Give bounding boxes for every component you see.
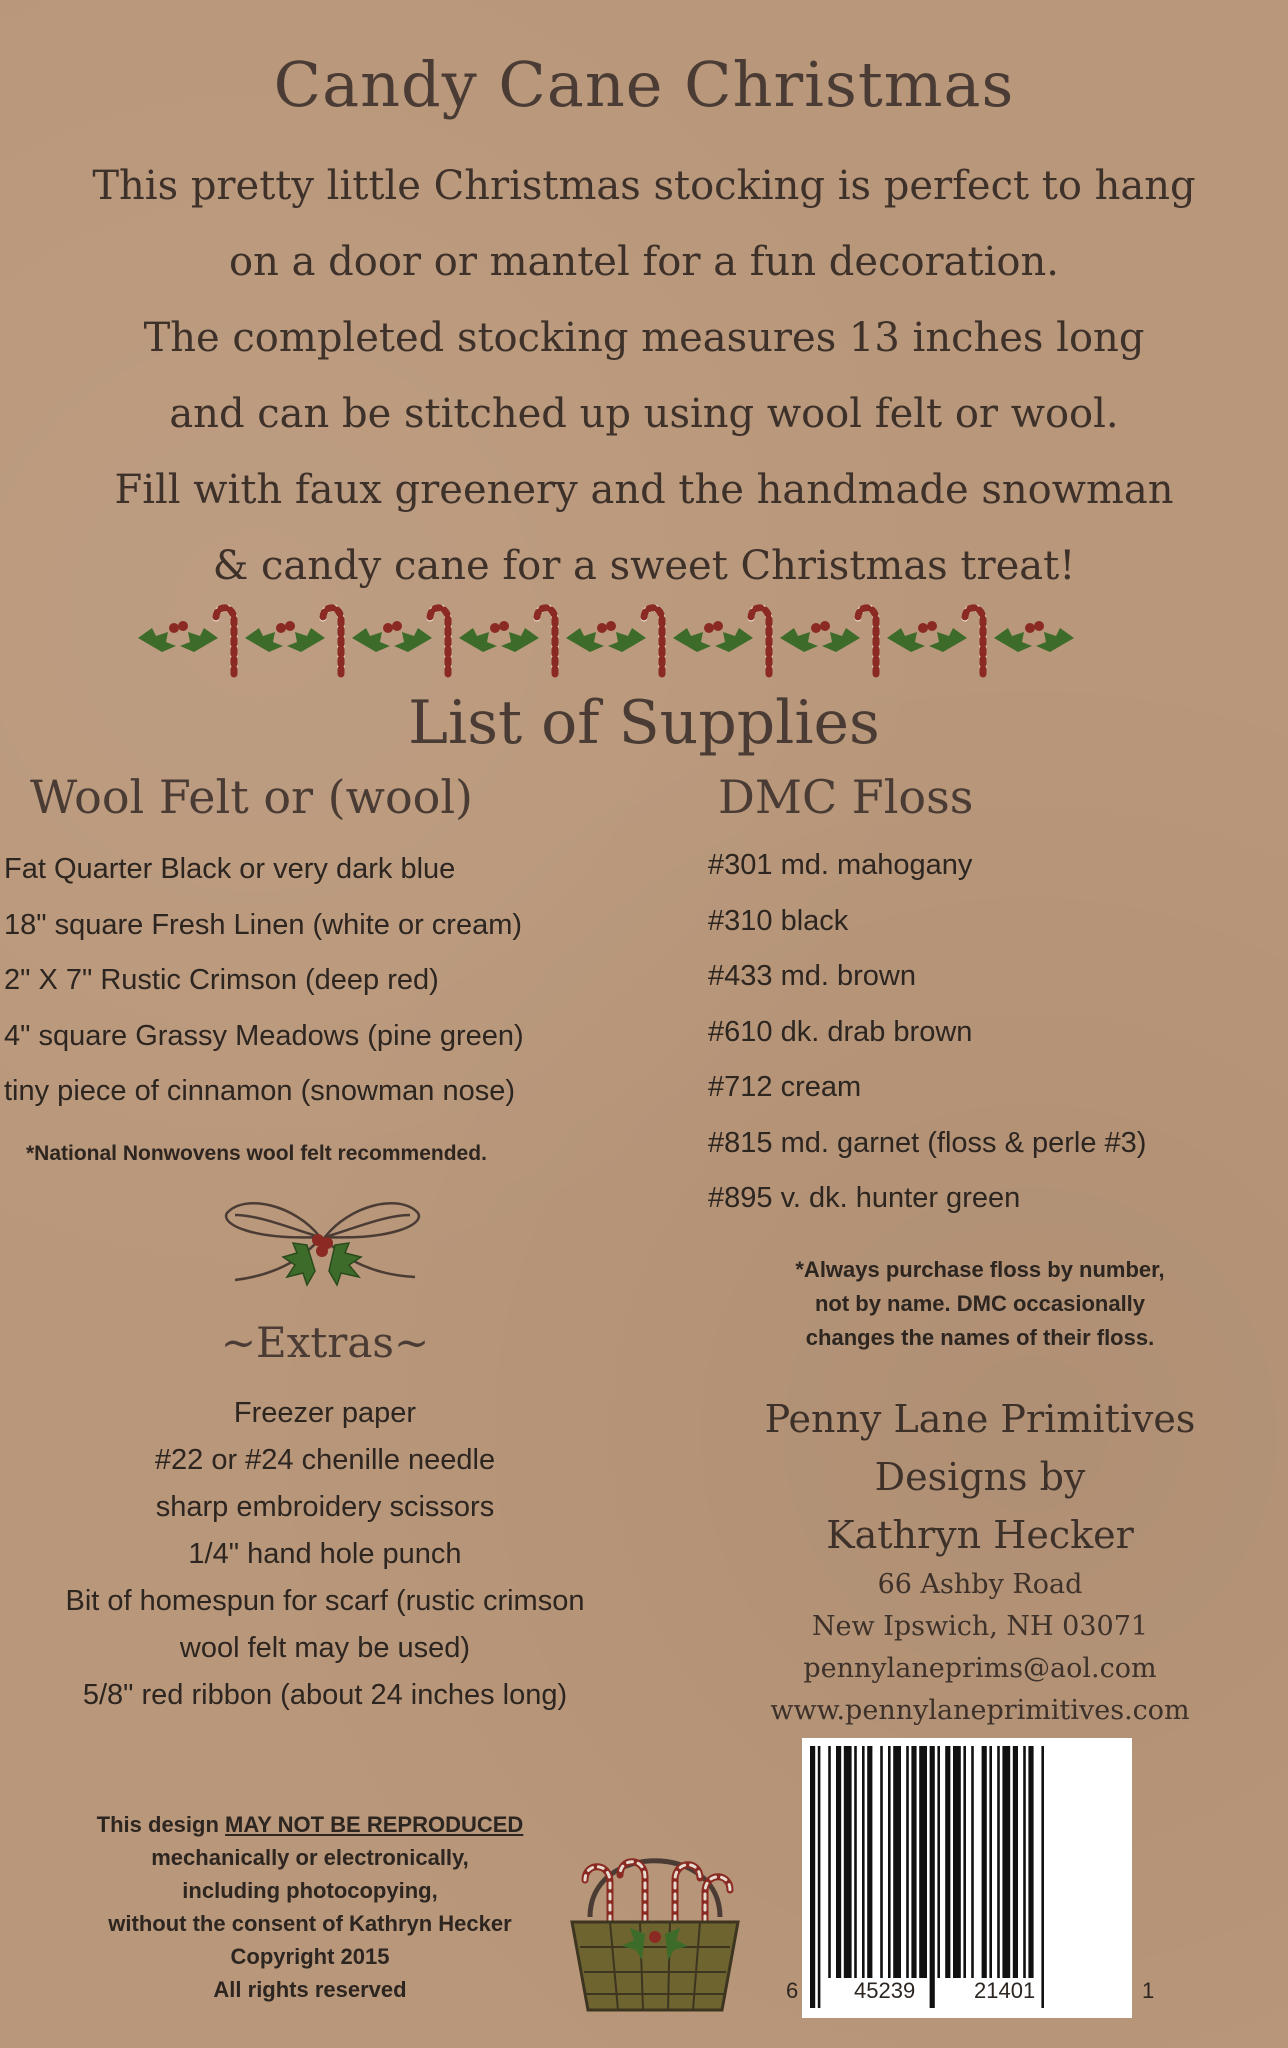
list-item: #895 v. dk. hunter green	[708, 1182, 1021, 1214]
bow-holly-icon	[215, 1185, 430, 1305]
barcode-bar	[963, 1746, 966, 1978]
holly-sprig-icon	[887, 621, 967, 652]
intro-line: Fill with faux greenery and the handmade snowman	[114, 467, 1174, 513]
email-link[interactable]: pennylaneprims@aol.com	[803, 1653, 1157, 1684]
designer-credit	[690, 1390, 1270, 1732]
list-item: #310 black	[708, 904, 849, 937]
barcode-digit-group: 21401	[974, 1978, 1036, 2003]
candy-cane-icon	[430, 608, 448, 674]
barcode-bar	[982, 1746, 987, 1978]
barcode-bar	[937, 1746, 940, 1978]
address-line: 66 Ashby Road	[877, 1569, 1083, 1600]
intro-line: & candy cane for a sweet Christmas treat!	[212, 543, 1076, 589]
list-item: 5/8" red ribbon (about 24 inches long)	[82, 1679, 568, 1711]
barcode-bar	[828, 1746, 831, 1978]
barcode-bar	[911, 1746, 916, 1978]
barcode-bar	[930, 1746, 935, 2008]
pattern-title: Candy Cane Christmas	[273, 48, 1015, 121]
list-item: #22 or #24 chenille needle	[154, 1444, 496, 1476]
copyright-line: mechanically or electronically,	[151, 1845, 469, 1870]
barcode-bar	[953, 1746, 961, 1978]
copyright-emphasis: MAY NOT BE REPRODUCED	[225, 1812, 524, 1837]
holly-sprig-icon	[459, 621, 539, 652]
barcode-digit-group: 45239	[854, 1978, 916, 2003]
barcode-bar	[888, 1746, 891, 1978]
list-item: 4" square Grassy Meadows (pine green)	[4, 1019, 524, 1052]
intro-line: The completed stocking measures 13 inches long	[143, 315, 1145, 361]
barcode-bar	[997, 1746, 1000, 1978]
copyright-line: All rights reserved	[213, 1977, 407, 2002]
barcode-bar	[867, 1746, 872, 1978]
intro-line: and can be stitched up using wool felt or wool.	[169, 391, 1119, 437]
extras-list	[0, 1390, 650, 1719]
dmc-floss-note	[700, 1253, 1260, 1355]
extras-heading: ~Extras~	[220, 1318, 430, 1367]
holly-sprig-icon	[352, 621, 432, 652]
candy-cane-holly-border	[120, 598, 1150, 678]
holly-sprig-icon	[138, 621, 218, 652]
wool-felt-note: *National Nonwovens wool felt recommended.	[26, 1142, 487, 1165]
candy-cane-icon	[751, 608, 769, 674]
candy-cane-icon	[216, 608, 234, 674]
barcode-bar	[1041, 1746, 1044, 2008]
barcode-bar	[945, 1746, 950, 1978]
list-item: tiny piece of cinnamon (snowman nose)	[4, 1075, 515, 1107]
list-item: #610 dk. drab brown	[708, 1015, 973, 1048]
candy-cane-icon	[858, 608, 876, 674]
barcode-digit-group: 1	[1142, 1978, 1155, 2003]
holly-sprig-icon	[245, 621, 325, 652]
barcode-bar	[1028, 1746, 1033, 1978]
list-item: #815 md. garnet (floss & perle #3)	[708, 1126, 1147, 1159]
list-item: 2" X 7" Rustic Crimson (deep red)	[4, 964, 439, 996]
list-item: Freezer paper	[233, 1397, 417, 1429]
barcode-digit-group: 6	[786, 1978, 799, 2003]
candy-cane-icon	[965, 608, 983, 674]
dmc-floss-heading: DMC Floss	[718, 770, 974, 824]
list-item: #712 cream	[708, 1071, 862, 1103]
barcode-bar	[836, 1746, 841, 1978]
list-item: Bit of homespun for scarf (rustic crimson	[65, 1585, 585, 1617]
copyright-line	[30, 1808, 590, 1841]
barcode-bar	[1023, 1746, 1026, 1978]
barcode-bar	[810, 1746, 815, 2008]
copyright-line: Copyright 2015	[230, 1944, 390, 1969]
intro-line: on a door or mantel for a fun decoration.	[229, 239, 1059, 285]
website-link[interactable]: www.pennylaneprimitives.com	[770, 1695, 1190, 1726]
address-line: New Ipswich, NH 03071	[811, 1611, 1149, 1642]
supplies-heading: List of Supplies	[408, 688, 880, 758]
copyright-line: without the consent of Kathryn Hecker	[108, 1911, 512, 1936]
barcode-bar	[880, 1746, 883, 1978]
list-item: #301 md. mahogany	[708, 849, 973, 881]
designs-by: Designs by	[874, 1455, 1086, 1499]
intro-line: This pretty little Christmas stocking is perfect to hang	[92, 163, 1196, 209]
dmc-floss-list	[708, 838, 1268, 1227]
wool-felt-heading: Wool Felt or (wool)	[30, 770, 473, 824]
barcode-bar	[1002, 1746, 1010, 1978]
designer-name: Kathryn Hecker	[826, 1513, 1134, 1557]
barcode-bar	[971, 1746, 974, 1978]
candy-cane-icon	[644, 608, 662, 674]
list-item: sharp embroidery scissors	[155, 1491, 495, 1523]
candy-cane-icon	[323, 608, 341, 674]
note-line: *Always purchase floss by number,	[795, 1257, 1165, 1282]
copyright-notice	[30, 1808, 590, 2006]
barcode-bar	[906, 1746, 909, 1978]
list-item: 18" square Fresh Linen (white or cream)	[4, 908, 523, 941]
company-name: Penny Lane Primitives	[764, 1397, 1196, 1441]
barcode-bar	[862, 1746, 865, 1978]
barcode	[802, 1738, 1132, 2018]
barcode-bar	[919, 1746, 927, 1978]
copyright-prefix: This design	[96, 1812, 226, 1837]
note-line: changes the names of their floss.	[805, 1325, 1155, 1350]
holly-sprig-icon	[673, 621, 753, 652]
note-line: not by name. DMC occasionally	[814, 1291, 1146, 1316]
candy-cane-basket-icon	[550, 1822, 760, 2018]
barcode-bar	[854, 1746, 857, 1978]
barcode-bar	[818, 1746, 821, 2008]
candy-cane-icon	[537, 608, 555, 674]
holly-sprig-icon	[566, 621, 646, 652]
barcode-bar	[1013, 1746, 1018, 1978]
wool-felt-list	[4, 842, 664, 1120]
list-item: Fat Quarter Black or very dark blue	[4, 853, 456, 885]
barcode-bar	[989, 1746, 992, 1978]
barcode-bar	[844, 1746, 852, 1978]
list-item: wool felt may be used)	[179, 1632, 471, 1664]
holly-sprig-icon	[780, 621, 860, 652]
holly-sprig-icon	[994, 621, 1074, 652]
barcode-bar	[893, 1746, 901, 1978]
list-item: 1/4" hand hole punch	[188, 1538, 462, 1570]
list-item: #433 md. brown	[708, 960, 916, 992]
intro-paragraph	[40, 148, 1248, 604]
copyright-line: including photocopying,	[182, 1878, 438, 1903]
